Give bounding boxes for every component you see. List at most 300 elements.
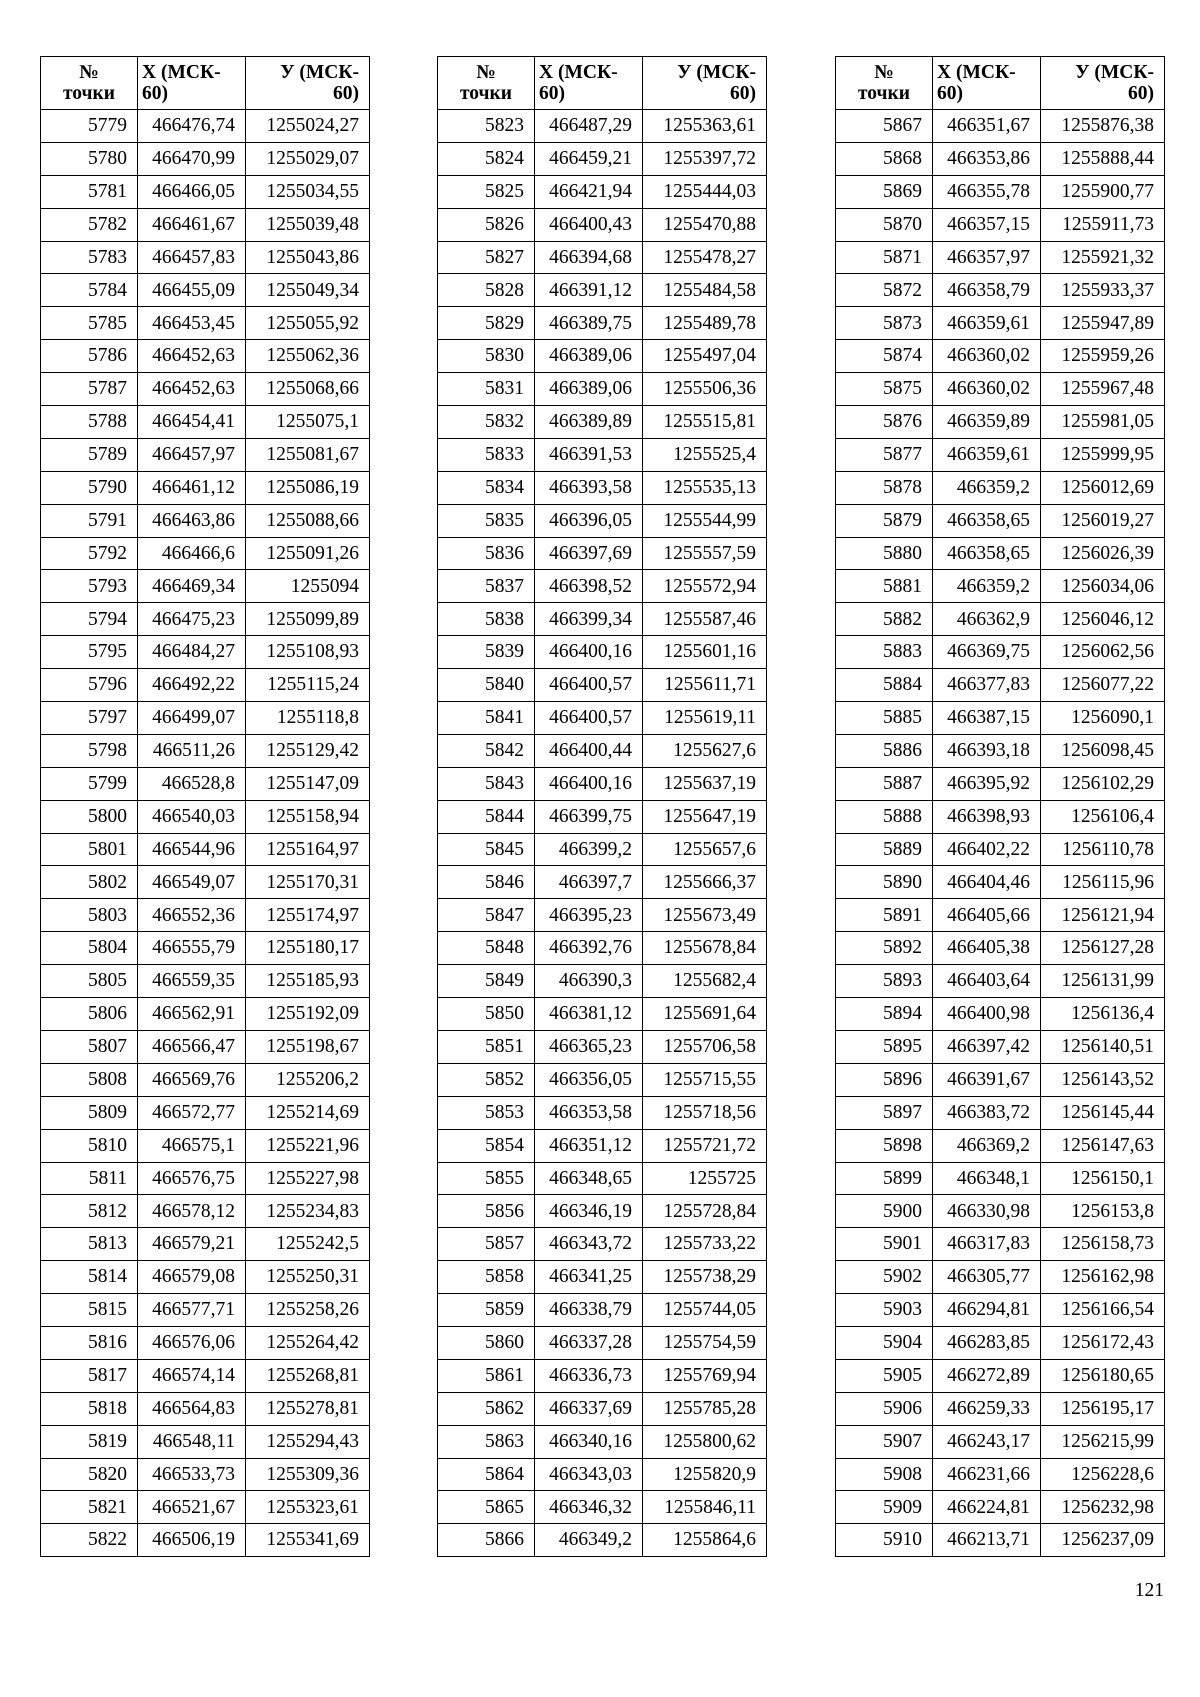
point-number-cell: 5854 bbox=[438, 1129, 535, 1162]
point-number-cell: 5839 bbox=[438, 636, 535, 669]
point-number-cell: 5896 bbox=[836, 1063, 933, 1096]
table-row bbox=[41, 932, 370, 965]
table-row bbox=[41, 471, 370, 504]
y-coordinate-cell: 1255800,62 bbox=[643, 1425, 767, 1458]
table-row bbox=[41, 1458, 370, 1491]
y-coordinate-cell: 1255721,72 bbox=[643, 1129, 767, 1162]
table-row bbox=[836, 800, 1165, 833]
x-coordinate-cell: 466340,16 bbox=[535, 1425, 643, 1458]
point-number-cell: 5820 bbox=[41, 1458, 138, 1491]
y-coordinate-cell: 1256110,78 bbox=[1041, 833, 1165, 866]
y-coordinate-cell: 1255900,77 bbox=[1041, 175, 1165, 208]
point-number-cell: 5883 bbox=[836, 636, 933, 669]
table-row bbox=[41, 406, 370, 439]
y-coordinate-cell: 1256046,12 bbox=[1041, 603, 1165, 636]
table-row bbox=[836, 1228, 1165, 1261]
y-coordinate-cell: 1255921,32 bbox=[1041, 241, 1165, 274]
table-row bbox=[41, 998, 370, 1031]
y-coordinate-cell: 1255733,22 bbox=[643, 1228, 767, 1261]
x-coordinate-cell: 466365,23 bbox=[535, 1030, 643, 1063]
y-coordinate-cell: 1255043,86 bbox=[246, 241, 370, 274]
y-coordinate-cell: 1255034,55 bbox=[246, 175, 370, 208]
y-coordinate-cell: 1255744,05 bbox=[643, 1294, 767, 1327]
x-coordinate-cell: 466487,29 bbox=[535, 110, 643, 143]
y-coordinate-cell: 1255068,66 bbox=[246, 373, 370, 406]
point-number-cell: 5788 bbox=[41, 406, 138, 439]
y-coordinate-cell: 1255264,42 bbox=[246, 1326, 370, 1359]
point-number-cell: 5781 bbox=[41, 175, 138, 208]
y-coordinate-cell: 1255192,09 bbox=[246, 998, 370, 1031]
point-number-cell: 5857 bbox=[438, 1228, 535, 1261]
point-number-cell: 5811 bbox=[41, 1162, 138, 1195]
y-coordinate-cell: 1255876,38 bbox=[1041, 110, 1165, 143]
y-coordinate-cell: 1256172,43 bbox=[1041, 1326, 1165, 1359]
table-row bbox=[836, 1195, 1165, 1228]
point-number-cell: 5861 bbox=[438, 1359, 535, 1392]
table-row bbox=[836, 1326, 1165, 1359]
point-number-cell: 5843 bbox=[438, 767, 535, 800]
x-coordinate-cell: 466400,57 bbox=[535, 669, 643, 702]
x-coordinate-cell: 466492,22 bbox=[138, 669, 246, 702]
y-coordinate-cell: 1255657,6 bbox=[643, 833, 767, 866]
y-coordinate-cell: 1255959,26 bbox=[1041, 340, 1165, 373]
point-number-cell: 5804 bbox=[41, 932, 138, 965]
x-coordinate-cell: 466358,65 bbox=[933, 537, 1041, 570]
table-row bbox=[836, 110, 1165, 143]
table-row bbox=[836, 241, 1165, 274]
x-coordinate-cell: 466391,67 bbox=[933, 1063, 1041, 1096]
x-coordinate-cell: 466351,67 bbox=[933, 110, 1041, 143]
x-coordinate-cell: 466343,72 bbox=[535, 1228, 643, 1261]
y-coordinate-cell: 1255706,58 bbox=[643, 1030, 767, 1063]
table-row bbox=[836, 932, 1165, 965]
table-row bbox=[41, 1063, 370, 1096]
table-header bbox=[836, 57, 1165, 110]
x-coordinate-cell: 466349,2 bbox=[535, 1524, 643, 1557]
y-coordinate-cell: 1255967,48 bbox=[1041, 373, 1165, 406]
table-row bbox=[41, 1326, 370, 1359]
y-coordinate-cell: 1256147,63 bbox=[1041, 1129, 1165, 1162]
point-number-cell: 5888 bbox=[836, 800, 933, 833]
y-coordinate-cell: 1255323,61 bbox=[246, 1491, 370, 1524]
x-coordinate-cell: 466359,61 bbox=[933, 438, 1041, 471]
table-row bbox=[836, 1425, 1165, 1458]
point-number-cell: 5893 bbox=[836, 965, 933, 998]
header-line: точки bbox=[857, 83, 911, 104]
table-row bbox=[438, 1030, 767, 1063]
x-coordinate-cell: 466540,03 bbox=[138, 800, 246, 833]
x-coordinate-cell: 466355,78 bbox=[933, 175, 1041, 208]
x-coordinate-cell: 466533,73 bbox=[138, 1458, 246, 1491]
header-line: 60) bbox=[333, 83, 359, 104]
point-number-cell: 5801 bbox=[41, 833, 138, 866]
point-number-cell: 5808 bbox=[41, 1063, 138, 1096]
x-coordinate-cell: 466499,07 bbox=[138, 702, 246, 735]
point-number-cell: 5791 bbox=[41, 504, 138, 537]
point-number-cell: 5790 bbox=[41, 471, 138, 504]
x-coordinate-cell: 466360,02 bbox=[933, 373, 1041, 406]
x-coordinate-cell: 466360,02 bbox=[933, 340, 1041, 373]
table-row bbox=[836, 1162, 1165, 1195]
y-coordinate-cell: 1255525,4 bbox=[643, 438, 767, 471]
point-number-cell: 5902 bbox=[836, 1261, 933, 1294]
x-coordinate-cell: 466457,97 bbox=[138, 438, 246, 471]
x-coordinate-cell: 466459,21 bbox=[535, 142, 643, 175]
y-coordinate-cell: 1255242,5 bbox=[246, 1228, 370, 1261]
y-coordinate-cell: 1255049,34 bbox=[246, 274, 370, 307]
table-row bbox=[836, 1261, 1165, 1294]
point-number-cell: 5880 bbox=[836, 537, 933, 570]
y-coordinate-cell: 1255081,67 bbox=[246, 438, 370, 471]
point-number-header bbox=[438, 57, 535, 110]
x-coordinate-cell: 466336,73 bbox=[535, 1359, 643, 1392]
table-row bbox=[41, 669, 370, 702]
table-row bbox=[41, 1030, 370, 1063]
y-coordinate-cell: 1255088,66 bbox=[246, 504, 370, 537]
y-coordinate-cell: 1255094 bbox=[246, 570, 370, 603]
x-coordinate-cell: 466552,36 bbox=[138, 899, 246, 932]
point-number-cell: 5887 bbox=[836, 767, 933, 800]
x-coordinate-cell: 466338,79 bbox=[535, 1294, 643, 1327]
point-number-cell: 5809 bbox=[41, 1096, 138, 1129]
y-coordinate-cell: 1256127,28 bbox=[1041, 932, 1165, 965]
table-row bbox=[41, 1359, 370, 1392]
y-coordinate-cell: 1255484,58 bbox=[643, 274, 767, 307]
point-number-cell: 5907 bbox=[836, 1425, 933, 1458]
point-number-cell: 5812 bbox=[41, 1195, 138, 1228]
x-coordinate-cell: 466305,77 bbox=[933, 1261, 1041, 1294]
point-number-cell: 5905 bbox=[836, 1359, 933, 1392]
point-number-cell: 5845 bbox=[438, 833, 535, 866]
point-number-cell: 5836 bbox=[438, 537, 535, 570]
point-number-cell: 5847 bbox=[438, 899, 535, 932]
table-row bbox=[836, 1392, 1165, 1425]
x-coordinate-cell: 466453,45 bbox=[138, 307, 246, 340]
point-number-cell: 5799 bbox=[41, 767, 138, 800]
x-coordinate-cell: 466389,89 bbox=[535, 406, 643, 439]
table-row bbox=[41, 438, 370, 471]
point-number-cell: 5900 bbox=[836, 1195, 933, 1228]
x-coordinate-cell: 466393,18 bbox=[933, 734, 1041, 767]
x-coordinate-cell: 466395,23 bbox=[535, 899, 643, 932]
x-coordinate-cell: 466528,8 bbox=[138, 767, 246, 800]
x-coordinate-cell: 466369,75 bbox=[933, 636, 1041, 669]
x-coordinate-cell: 466369,2 bbox=[933, 1129, 1041, 1162]
point-number-cell: 5866 bbox=[438, 1524, 535, 1557]
y-coordinate-cell: 1255785,28 bbox=[643, 1392, 767, 1425]
x-coordinate-cell: 466548,11 bbox=[138, 1425, 246, 1458]
y-coordinate-cell: 1255278,81 bbox=[246, 1392, 370, 1425]
point-number-cell: 5780 bbox=[41, 142, 138, 175]
x-coordinate-cell: 466575,1 bbox=[138, 1129, 246, 1162]
table-row bbox=[438, 734, 767, 767]
table-row bbox=[836, 1458, 1165, 1491]
x-coordinate-cell: 466381,12 bbox=[535, 998, 643, 1031]
table-row bbox=[438, 438, 767, 471]
y-coordinate-header bbox=[246, 57, 370, 110]
point-number-cell: 5908 bbox=[836, 1458, 933, 1491]
x-coordinate-cell: 466506,19 bbox=[138, 1524, 246, 1557]
y-coordinate-cell: 1255363,61 bbox=[643, 110, 767, 143]
y-coordinate-cell: 1256232,98 bbox=[1041, 1491, 1165, 1524]
header-line: У (МСК- bbox=[280, 61, 359, 83]
point-number-cell: 5792 bbox=[41, 537, 138, 570]
x-coordinate-header bbox=[138, 57, 246, 110]
point-number-cell: 5892 bbox=[836, 932, 933, 965]
y-coordinate-cell: 1255086,19 bbox=[246, 471, 370, 504]
point-number-cell: 5901 bbox=[836, 1228, 933, 1261]
table-row bbox=[836, 734, 1165, 767]
x-coordinate-cell: 466475,23 bbox=[138, 603, 246, 636]
point-number-cell: 5786 bbox=[41, 340, 138, 373]
y-coordinate-cell: 1255258,26 bbox=[246, 1294, 370, 1327]
table-row bbox=[41, 1195, 370, 1228]
table-row bbox=[438, 866, 767, 899]
table-row bbox=[41, 1294, 370, 1327]
y-coordinate-cell: 1255397,72 bbox=[643, 142, 767, 175]
y-coordinate-cell: 1255911,73 bbox=[1041, 208, 1165, 241]
x-coordinate-cell: 466566,47 bbox=[138, 1030, 246, 1063]
y-coordinate-cell: 1256115,96 bbox=[1041, 866, 1165, 899]
point-number-cell: 5855 bbox=[438, 1162, 535, 1195]
x-coordinate-cell: 466348,65 bbox=[535, 1162, 643, 1195]
page-number: 121 bbox=[1134, 1580, 1164, 1601]
x-coordinate-cell: 466577,71 bbox=[138, 1294, 246, 1327]
x-coordinate-cell: 466400,98 bbox=[933, 998, 1041, 1031]
table-row bbox=[836, 570, 1165, 603]
point-number-cell: 5819 bbox=[41, 1425, 138, 1458]
table-row bbox=[438, 1294, 767, 1327]
x-coordinate-cell: 466353,58 bbox=[535, 1096, 643, 1129]
y-coordinate-header bbox=[643, 57, 767, 110]
y-coordinate-cell: 1256145,44 bbox=[1041, 1096, 1165, 1129]
table-row bbox=[438, 1261, 767, 1294]
table-row bbox=[836, 603, 1165, 636]
table-row bbox=[438, 1392, 767, 1425]
x-coordinate-cell: 466348,1 bbox=[933, 1162, 1041, 1195]
coordinates-table-1 bbox=[40, 56, 370, 1557]
y-coordinate-cell: 1255715,55 bbox=[643, 1063, 767, 1096]
point-number-cell: 5858 bbox=[438, 1261, 535, 1294]
x-coordinate-cell: 466574,14 bbox=[138, 1359, 246, 1392]
x-coordinate-cell: 466564,83 bbox=[138, 1392, 246, 1425]
x-coordinate-cell: 466391,12 bbox=[535, 274, 643, 307]
table-row bbox=[41, 1129, 370, 1162]
point-number-cell: 5909 bbox=[836, 1491, 933, 1524]
point-number-cell: 5838 bbox=[438, 603, 535, 636]
point-number-cell: 5871 bbox=[836, 241, 933, 274]
header-line: X (МСК- bbox=[937, 61, 1016, 83]
point-number-cell: 5874 bbox=[836, 340, 933, 373]
point-number-cell: 5807 bbox=[41, 1030, 138, 1063]
x-coordinate-cell: 466341,25 bbox=[535, 1261, 643, 1294]
y-coordinate-cell: 1255185,93 bbox=[246, 965, 370, 998]
y-coordinate-cell: 1255170,31 bbox=[246, 866, 370, 899]
y-coordinate-cell: 1256026,39 bbox=[1041, 537, 1165, 570]
table-row bbox=[836, 1491, 1165, 1524]
x-coordinate-cell: 466405,66 bbox=[933, 899, 1041, 932]
point-number-cell: 5810 bbox=[41, 1129, 138, 1162]
table-row bbox=[438, 800, 767, 833]
table-row bbox=[41, 1392, 370, 1425]
y-coordinate-cell: 1256077,22 bbox=[1041, 669, 1165, 702]
table-row bbox=[836, 833, 1165, 866]
x-coordinate-cell: 466390,3 bbox=[535, 965, 643, 998]
x-coordinate-cell: 466397,69 bbox=[535, 537, 643, 570]
y-coordinate-cell: 1255587,46 bbox=[643, 603, 767, 636]
point-number-cell: 5852 bbox=[438, 1063, 535, 1096]
y-coordinate-cell: 1256162,98 bbox=[1041, 1261, 1165, 1294]
y-coordinate-cell: 1255678,84 bbox=[643, 932, 767, 965]
y-coordinate-cell: 1256158,73 bbox=[1041, 1228, 1165, 1261]
y-coordinate-cell: 1256098,45 bbox=[1041, 734, 1165, 767]
table-row bbox=[438, 1096, 767, 1129]
table-row bbox=[438, 1228, 767, 1261]
point-number-cell: 5846 bbox=[438, 866, 535, 899]
table-row bbox=[41, 373, 370, 406]
y-coordinate-cell: 1255055,92 bbox=[246, 307, 370, 340]
x-coordinate-cell: 466346,19 bbox=[535, 1195, 643, 1228]
x-coordinate-cell: 466578,12 bbox=[138, 1195, 246, 1228]
point-number-cell: 5869 bbox=[836, 175, 933, 208]
x-coordinate-cell: 466402,22 bbox=[933, 833, 1041, 866]
y-coordinate-cell: 1255981,05 bbox=[1041, 406, 1165, 439]
x-coordinate-cell: 466399,34 bbox=[535, 603, 643, 636]
point-number-cell: 5784 bbox=[41, 274, 138, 307]
table-row bbox=[836, 1030, 1165, 1063]
y-coordinate-cell: 1256215,99 bbox=[1041, 1425, 1165, 1458]
table-row bbox=[438, 636, 767, 669]
table-row bbox=[438, 406, 767, 439]
table-row bbox=[41, 603, 370, 636]
point-number-cell: 5798 bbox=[41, 734, 138, 767]
table-row bbox=[438, 1491, 767, 1524]
table-row bbox=[438, 373, 767, 406]
y-coordinate-cell: 1255062,36 bbox=[246, 340, 370, 373]
point-number-cell: 5890 bbox=[836, 866, 933, 899]
x-coordinate-cell: 466357,97 bbox=[933, 241, 1041, 274]
x-coordinate-cell: 466343,03 bbox=[535, 1458, 643, 1491]
y-coordinate-cell: 1255221,96 bbox=[246, 1129, 370, 1162]
point-number-cell: 5851 bbox=[438, 1030, 535, 1063]
x-coordinate-cell: 466243,17 bbox=[933, 1425, 1041, 1458]
table-row bbox=[836, 274, 1165, 307]
x-coordinate-header bbox=[535, 57, 643, 110]
table-row bbox=[41, 307, 370, 340]
table-row bbox=[438, 471, 767, 504]
x-coordinate-cell: 466377,83 bbox=[933, 669, 1041, 702]
x-coordinate-cell: 466351,12 bbox=[535, 1129, 643, 1162]
x-coordinate-cell: 466521,67 bbox=[138, 1491, 246, 1524]
table-row bbox=[836, 307, 1165, 340]
table-row bbox=[836, 438, 1165, 471]
table-row bbox=[438, 1425, 767, 1458]
x-coordinate-cell: 466359,89 bbox=[933, 406, 1041, 439]
table-row bbox=[836, 767, 1165, 800]
point-number-cell: 5823 bbox=[438, 110, 535, 143]
y-coordinate-cell: 1255206,2 bbox=[246, 1063, 370, 1096]
point-number-cell: 5891 bbox=[836, 899, 933, 932]
y-coordinate-cell: 1255572,94 bbox=[643, 570, 767, 603]
point-number-cell: 5827 bbox=[438, 241, 535, 274]
x-coordinate-cell: 466359,61 bbox=[933, 307, 1041, 340]
point-number-cell: 5834 bbox=[438, 471, 535, 504]
y-coordinate-cell: 1255470,88 bbox=[643, 208, 767, 241]
point-number-cell: 5856 bbox=[438, 1195, 535, 1228]
point-number-cell: 5825 bbox=[438, 175, 535, 208]
table-row bbox=[836, 142, 1165, 175]
table-row bbox=[41, 1425, 370, 1458]
point-number-cell: 5830 bbox=[438, 340, 535, 373]
x-coordinate-cell: 466452,63 bbox=[138, 340, 246, 373]
y-coordinate-cell: 1255118,8 bbox=[246, 702, 370, 735]
table-row bbox=[41, 110, 370, 143]
header-line: № bbox=[79, 61, 99, 83]
table-row bbox=[41, 241, 370, 274]
y-coordinate-cell: 1255091,26 bbox=[246, 537, 370, 570]
table-row bbox=[41, 570, 370, 603]
table-row bbox=[41, 1491, 370, 1524]
point-number-cell: 5806 bbox=[41, 998, 138, 1031]
x-coordinate-cell: 466398,52 bbox=[535, 570, 643, 603]
table-row bbox=[41, 866, 370, 899]
table-body bbox=[41, 110, 370, 1557]
x-coordinate-cell: 466457,83 bbox=[138, 241, 246, 274]
point-number-cell: 5835 bbox=[438, 504, 535, 537]
table-row bbox=[41, 1261, 370, 1294]
table-row bbox=[438, 1326, 767, 1359]
x-coordinate-cell: 466544,96 bbox=[138, 833, 246, 866]
point-number-cell: 5831 bbox=[438, 373, 535, 406]
point-number-cell: 5797 bbox=[41, 702, 138, 735]
point-number-cell: 5837 bbox=[438, 570, 535, 603]
x-coordinate-cell: 466387,15 bbox=[933, 702, 1041, 735]
x-coordinate-cell: 466562,91 bbox=[138, 998, 246, 1031]
y-coordinate-cell: 1255544,99 bbox=[643, 504, 767, 537]
header-line: У (МСК- bbox=[1075, 61, 1154, 83]
x-coordinate-cell: 466461,12 bbox=[138, 471, 246, 504]
y-coordinate-cell: 1255691,64 bbox=[643, 998, 767, 1031]
table-row bbox=[41, 767, 370, 800]
x-coordinate-cell: 466353,86 bbox=[933, 142, 1041, 175]
y-coordinate-cell: 1255164,97 bbox=[246, 833, 370, 866]
x-coordinate-cell: 466395,92 bbox=[933, 767, 1041, 800]
x-coordinate-cell: 466337,69 bbox=[535, 1392, 643, 1425]
x-coordinate-cell: 466511,26 bbox=[138, 734, 246, 767]
table-row bbox=[438, 767, 767, 800]
y-coordinate-cell: 1255888,44 bbox=[1041, 142, 1165, 175]
table-row bbox=[41, 537, 370, 570]
x-coordinate-header bbox=[933, 57, 1041, 110]
y-coordinate-cell: 1255180,17 bbox=[246, 932, 370, 965]
table-row bbox=[438, 570, 767, 603]
y-coordinate-cell: 1255029,07 bbox=[246, 142, 370, 175]
x-coordinate-cell: 466358,79 bbox=[933, 274, 1041, 307]
y-coordinate-cell: 1256012,69 bbox=[1041, 471, 1165, 504]
x-coordinate-cell: 466476,74 bbox=[138, 110, 246, 143]
table-row bbox=[438, 899, 767, 932]
point-number-cell: 5833 bbox=[438, 438, 535, 471]
y-coordinate-cell: 1255108,93 bbox=[246, 636, 370, 669]
y-coordinate-cell: 1256195,17 bbox=[1041, 1392, 1165, 1425]
point-number-cell: 5785 bbox=[41, 307, 138, 340]
table-row bbox=[41, 208, 370, 241]
y-coordinate-cell: 1255214,69 bbox=[246, 1096, 370, 1129]
y-coordinate-cell: 1256090,1 bbox=[1041, 702, 1165, 735]
x-coordinate-cell: 466283,85 bbox=[933, 1326, 1041, 1359]
x-coordinate-cell: 466389,75 bbox=[535, 307, 643, 340]
point-number-cell: 5828 bbox=[438, 274, 535, 307]
